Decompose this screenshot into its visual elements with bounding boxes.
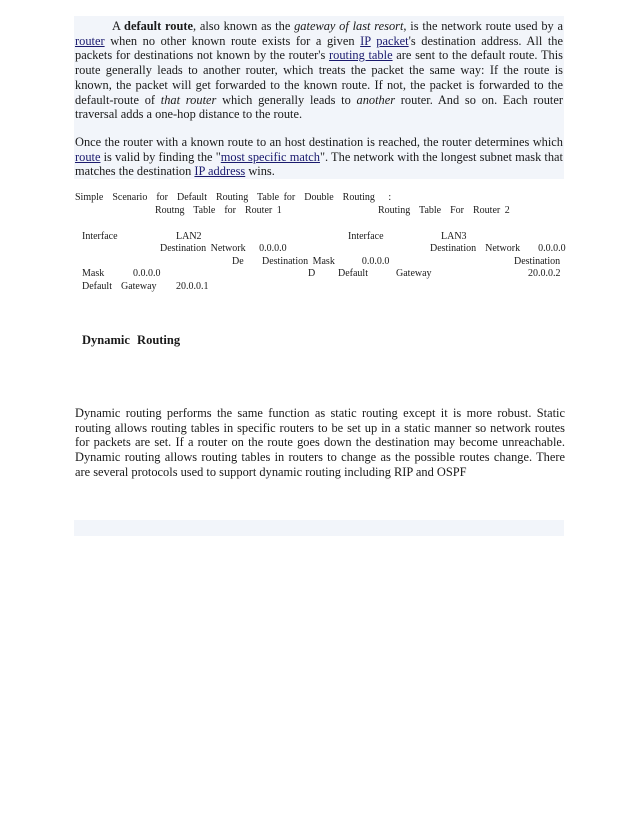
text-run: , also known as the	[192, 19, 295, 33]
text-run: are sent to the default route. This route generally leads to another router, which treats the packet the same way: If the route is known, the packet will get forwarded to the known route. If not, the packet is forwarded to the default-route of	[75, 48, 563, 107]
gateway-label: Gateway	[396, 268, 432, 279]
specific-match-paragraph	[75, 135, 563, 179]
router1-table-caption: Routng Table for Router 1	[155, 205, 282, 216]
router1-interface-label: Interface	[82, 231, 118, 242]
link-route[interactable]: route	[75, 149, 101, 164]
shaded-block-bottom	[74, 520, 564, 536]
term-default-route: default route	[124, 19, 193, 33]
text-run: wins.	[245, 164, 275, 179]
section-heading-dynamic-routing: Dynamic Routing	[82, 333, 181, 347]
emphasis-another: another	[356, 92, 396, 107]
default-route-paragraph	[75, 19, 563, 122]
emphasis-that-router: that router	[160, 92, 217, 107]
router2-interface-value: LAN3	[441, 231, 467, 242]
fragment-de: De	[232, 256, 244, 267]
text-run: is valid by finding the "	[100, 149, 221, 164]
text-run: Once the router with a known route to an host destination is reached, the router determines which	[75, 135, 563, 149]
router2-gateway-value: 20.0.0.2	[528, 268, 561, 279]
router2-mask-value: 0.0.0.0	[133, 268, 161, 279]
text-run: when no other known route exists for a given	[104, 33, 361, 48]
mask-label: Mask	[82, 268, 105, 279]
text-run: 's destination address. All the packets for destinations not known by the router's	[75, 33, 563, 63]
link-most-specific-match[interactable]: most specific match	[220, 149, 320, 164]
term-gateway-of-last-resort: gateway of last resort	[294, 19, 404, 33]
link-ip[interactable]: IP	[360, 33, 371, 48]
scenario-title: Simple Scenario for Default Routing Table for Double Routing :	[75, 192, 392, 203]
text-run: , is the network route used by a	[403, 19, 563, 33]
router1-destination-network: Destination Network 0.0.0.0	[160, 243, 287, 254]
link-ip-address[interactable]: IP address	[194, 164, 246, 179]
default-label: Default	[338, 268, 368, 279]
dynamic-routing-paragraph: Dynamic routing performs the same function as static routing except it is more robust. Static routing allows routing tables in specific routers to be set up in a static manner so network routes for packets are set. If a router on the route goes down the destination may become unreachable. Dynamic routing allows routing tables in routers to change as the possible routes change. There are several protocols used to support dynamic routing including RIP and OSPF	[75, 406, 565, 479]
text-run: which generally leads to	[216, 92, 357, 107]
text-run: ". The network with the longest subnet mask that matches the destination	[75, 149, 563, 179]
link-routing-table[interactable]: routing table	[329, 48, 393, 63]
router2-destination-word: Destination	[514, 256, 561, 267]
router1-gateway-label: Default Gateway	[82, 281, 157, 292]
router2-interface-label: Interface	[348, 231, 384, 242]
router1-interface-value: LAN2	[176, 231, 202, 242]
router1-gateway-value: 20.0.0.1	[176, 281, 209, 292]
text-run: A	[112, 19, 125, 33]
text-run: router. And so on. Each router traversal adds a one-hop distance to the route.	[75, 92, 564, 122]
router2-destination-network: Destination Network 0.0.0.0	[430, 243, 566, 254]
link-router[interactable]: router	[75, 33, 105, 48]
link-packet[interactable]: packet	[376, 33, 409, 48]
fragment-d: D	[308, 268, 316, 279]
router1-destination-mask: Destination Mask 0.0.0.0	[262, 256, 390, 267]
router2-table-caption: Routing Table For Router 2	[378, 205, 510, 216]
